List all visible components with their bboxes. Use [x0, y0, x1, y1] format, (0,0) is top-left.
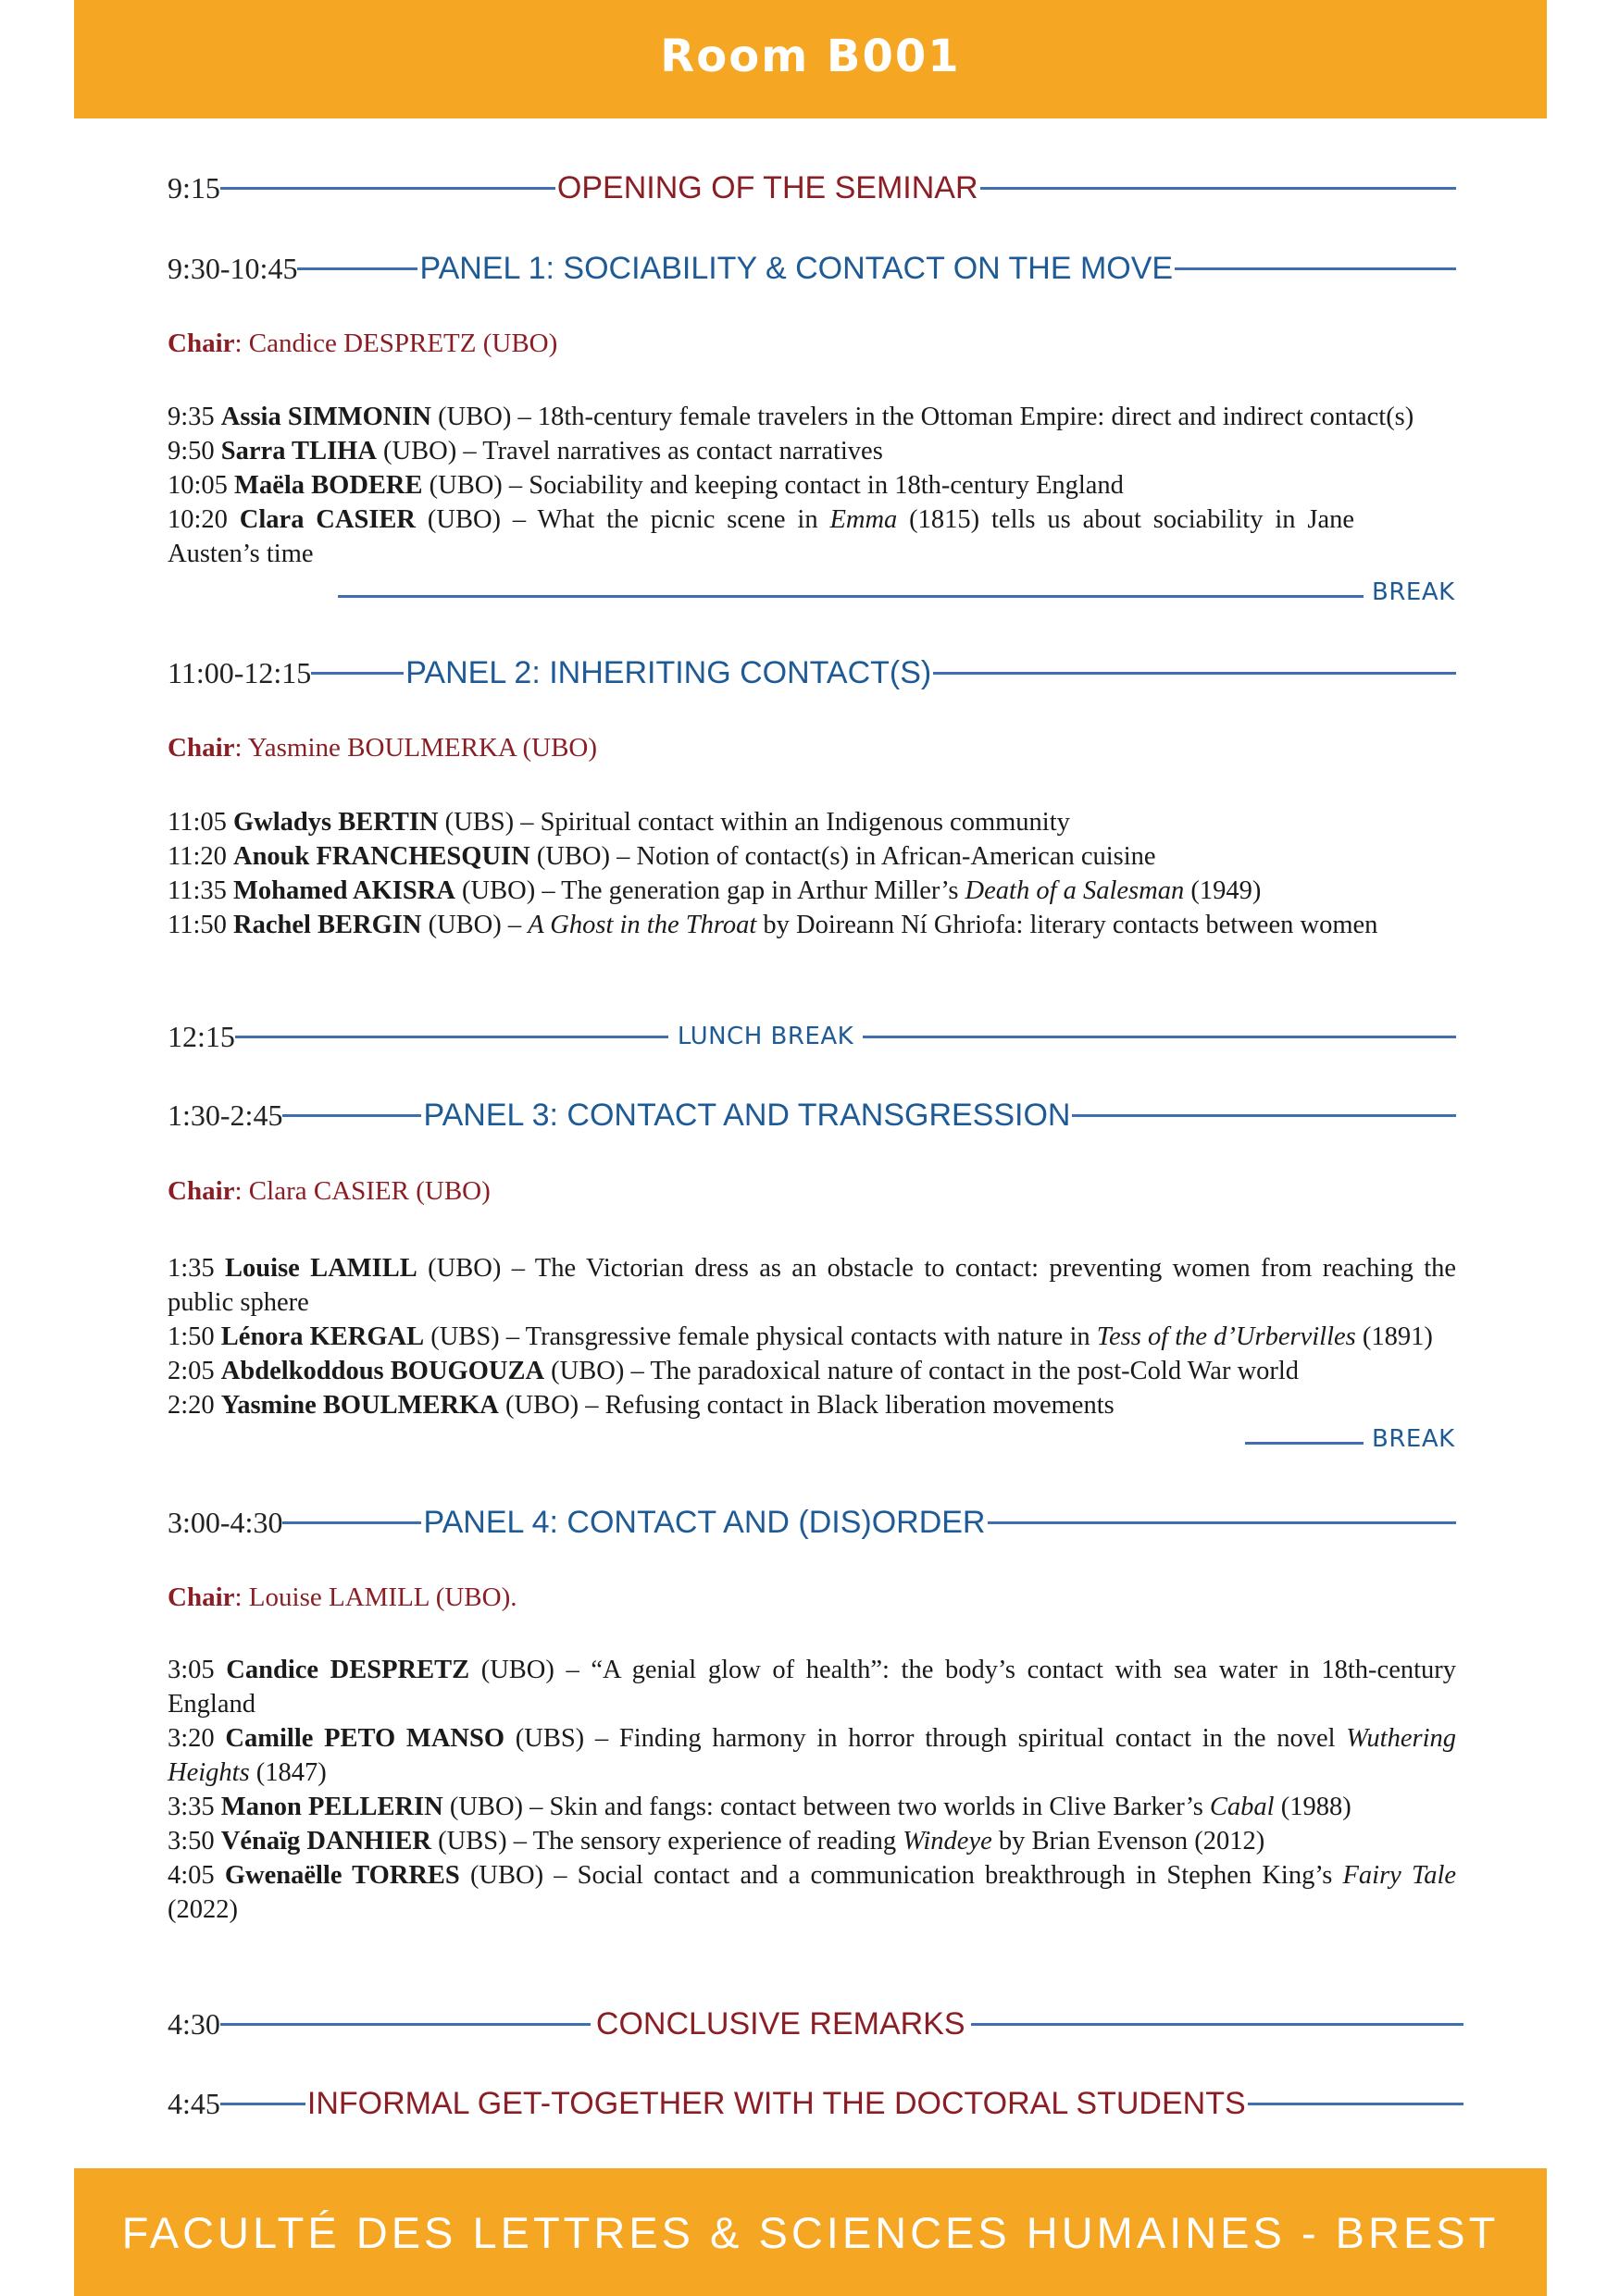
break-label: BREAK	[1372, 578, 1455, 606]
gettogether-label: INFORMAL GET-TOGETHER WITH THE DOCTORAL STUDENTS	[306, 2085, 1246, 2121]
timeline-rule	[1248, 2103, 1463, 2105]
timeline-rule	[220, 2103, 305, 2105]
talk-item: 11:50 Rachel BERGIN (UBO) – A Ghost in the Throat by Doireann Ní Ghriofa: literary contacts between women	[168, 911, 1378, 939]
panel2-row	[168, 650, 1456, 696]
room-title: Room B001	[660, 31, 961, 82]
panel1-chair	[168, 329, 557, 359]
opening-label: OPENING OF THE SEMINAR	[556, 169, 978, 205]
conclusion-time: 4:30	[168, 2006, 220, 2041]
talk-item: 10:05 Maëla BODERE (UBO) – Sociability and keeping contact in 18th-century England	[168, 471, 1124, 500]
timeline-rule	[1072, 1114, 1456, 1117]
panel3-row	[168, 1092, 1456, 1138]
chair-name: : Candice DESPRETZ (UBO)	[234, 329, 558, 358]
talk-item: 2:05 Abdelkoddous BOUGOUZA (UBO) – The paradoxical nature of contact in the post-Cold War world	[168, 1357, 1300, 1385]
talk-item: 10:20 Clara CASIER (UBO) – What the picnic scene in Emma (1815) tells us about sociability in Jane Austen’s time	[168, 505, 1355, 568]
chair-label: Chair	[168, 329, 235, 358]
panel4-talks	[168, 1653, 1456, 1927]
break-rule	[338, 595, 1364, 598]
talk-item: 1:35 Louise LAMILL (UBO) – The Victorian dress as an obstacle to contact: preventing women from reaching the public sphere	[168, 1254, 1457, 1317]
gettogether-row	[168, 2080, 1463, 2127]
talk-item: 3:35 Manon PELLERIN (UBO) – Skin and fangs: contact between two worlds in Clive Barker’s Cabal (1988)	[168, 1793, 1351, 1821]
timeline-rule	[988, 1521, 1457, 1524]
opening-row	[168, 165, 1456, 211]
talk-item: 9:50 Sarra TLIHA (UBO) – Travel narratives as contact narratives	[168, 437, 883, 465]
talk-item: 3:50 Vénaïg DANHIER (UBS) – The sensory experience of reading Windeye by Brian Evenson (2012)	[168, 1827, 1265, 1855]
header-banner	[74, 0, 1547, 118]
panel4-time: 3:00-4:30	[168, 1505, 283, 1539]
talk-item: 9:35 Assia SIMMONIN (UBO) – 18th-century female travelers in the Ottoman Empire: direct and indirect contact(s)	[168, 403, 1414, 431]
talk-item: 11:20 Anouk FRANCHESQUIN (UBO) – Notion of contact(s) in African-American cuisine	[168, 842, 1156, 871]
lunch-row	[168, 1013, 1456, 1060]
talk-item: 3:20 Camille PETO MANSO (UBS) – Finding harmony in horror through spiritual contact in the novel Wuthering Heights (1847)	[168, 1724, 1457, 1787]
panel1-talks	[168, 400, 1456, 571]
timeline-rule	[311, 672, 404, 675]
panel4-chair	[168, 1582, 517, 1613]
chair-label: Chair	[168, 733, 235, 763]
chair-name: : Louise LAMILL (UBO).	[234, 1582, 517, 1612]
timeline-rule	[980, 187, 1456, 190]
timeline-rule	[235, 1036, 668, 1038]
timeline-rule	[1175, 267, 1456, 270]
conclusion-label: CONCLUSIVE REMARKS	[595, 2005, 965, 2042]
gettogether-time: 4:45	[168, 2086, 220, 2120]
panel3-chair	[168, 1176, 491, 1207]
break-rule	[1245, 1442, 1364, 1445]
talk-item: 3:05 Candice DESPRETZ (UBO) – “A genial glow of health”: the body’s contact with sea water in 18th-century England	[168, 1656, 1457, 1719]
panel1-time: 9:30-10:45	[168, 251, 298, 285]
lunch-label: LUNCH BREAK	[677, 1023, 854, 1050]
panel4-title: PANEL 4: CONTACT AND (DIS)ORDER	[423, 1504, 986, 1540]
opening-time: 9:15	[168, 170, 220, 205]
panel3-title: PANEL 3: CONTACT AND TRANSGRESSION	[423, 1097, 1071, 1133]
timeline-rule	[971, 2023, 1463, 2026]
timeline-rule	[933, 672, 1456, 675]
talk-item: 4:05 Gwenaëlle TORRES (UBO) – Social contact and a communication breakthrough in Stephen King’s Fairy Tale (2022)	[168, 1861, 1457, 1924]
panel2-title: PANEL 2: INHERITING CONTACT(S)	[405, 654, 932, 690]
panel2-talks	[168, 805, 1456, 942]
panel2-time: 11:00-12:15	[168, 655, 312, 689]
timeline-rule	[220, 187, 555, 190]
timeline-rule	[297, 267, 417, 270]
chair-label: Chair	[168, 1582, 235, 1612]
talk-item: 11:05 Gwladys BERTIN (UBS) – Spiritual contact within an Indigenous community	[168, 808, 1070, 837]
timeline-rule	[220, 2023, 591, 2026]
chair-label: Chair	[168, 1176, 235, 1206]
footer-banner	[74, 2168, 1547, 2296]
lunch-time: 12:15	[168, 1019, 235, 1053]
chair-name: : Clara CASIER (UBO)	[234, 1176, 491, 1206]
conclusion-row	[168, 2001, 1463, 2047]
panel1-row	[168, 245, 1456, 292]
panel3-time: 1:30-2:45	[168, 1098, 283, 1132]
panel4-row	[168, 1499, 1456, 1545]
faculty-name: FACULTÉ DES LETTRES & SCIENCES HUMAINES - BREST	[121, 2207, 1500, 2257]
timeline-rule	[282, 1114, 421, 1117]
timeline-rule	[863, 1036, 1456, 1038]
panel1-title: PANEL 1: SOCIABILITY & CONTACT ON THE MOVE	[419, 250, 1174, 286]
panel2-chair	[168, 733, 597, 763]
timeline-rule	[282, 1521, 421, 1524]
panel3-talks	[168, 1251, 1456, 1422]
break-label: BREAK	[1372, 1425, 1455, 1453]
chair-name: : Yasmine BOULMERKA (UBO)	[234, 733, 598, 763]
talk-item: 2:20 Yasmine BOULMERKA (UBO) – Refusing contact in Black liberation movements	[168, 1391, 1115, 1420]
talk-item: 11:35 Mohamed AKISRA (UBO) – The generation gap in Arthur Miller’s Death of a Salesman (1949)	[168, 876, 1262, 905]
talk-item: 1:50 Lénora KERGAL (UBS) – Transgressive female physical contacts with nature in Tess of the d’Urbervilles (1891)	[168, 1322, 1433, 1351]
